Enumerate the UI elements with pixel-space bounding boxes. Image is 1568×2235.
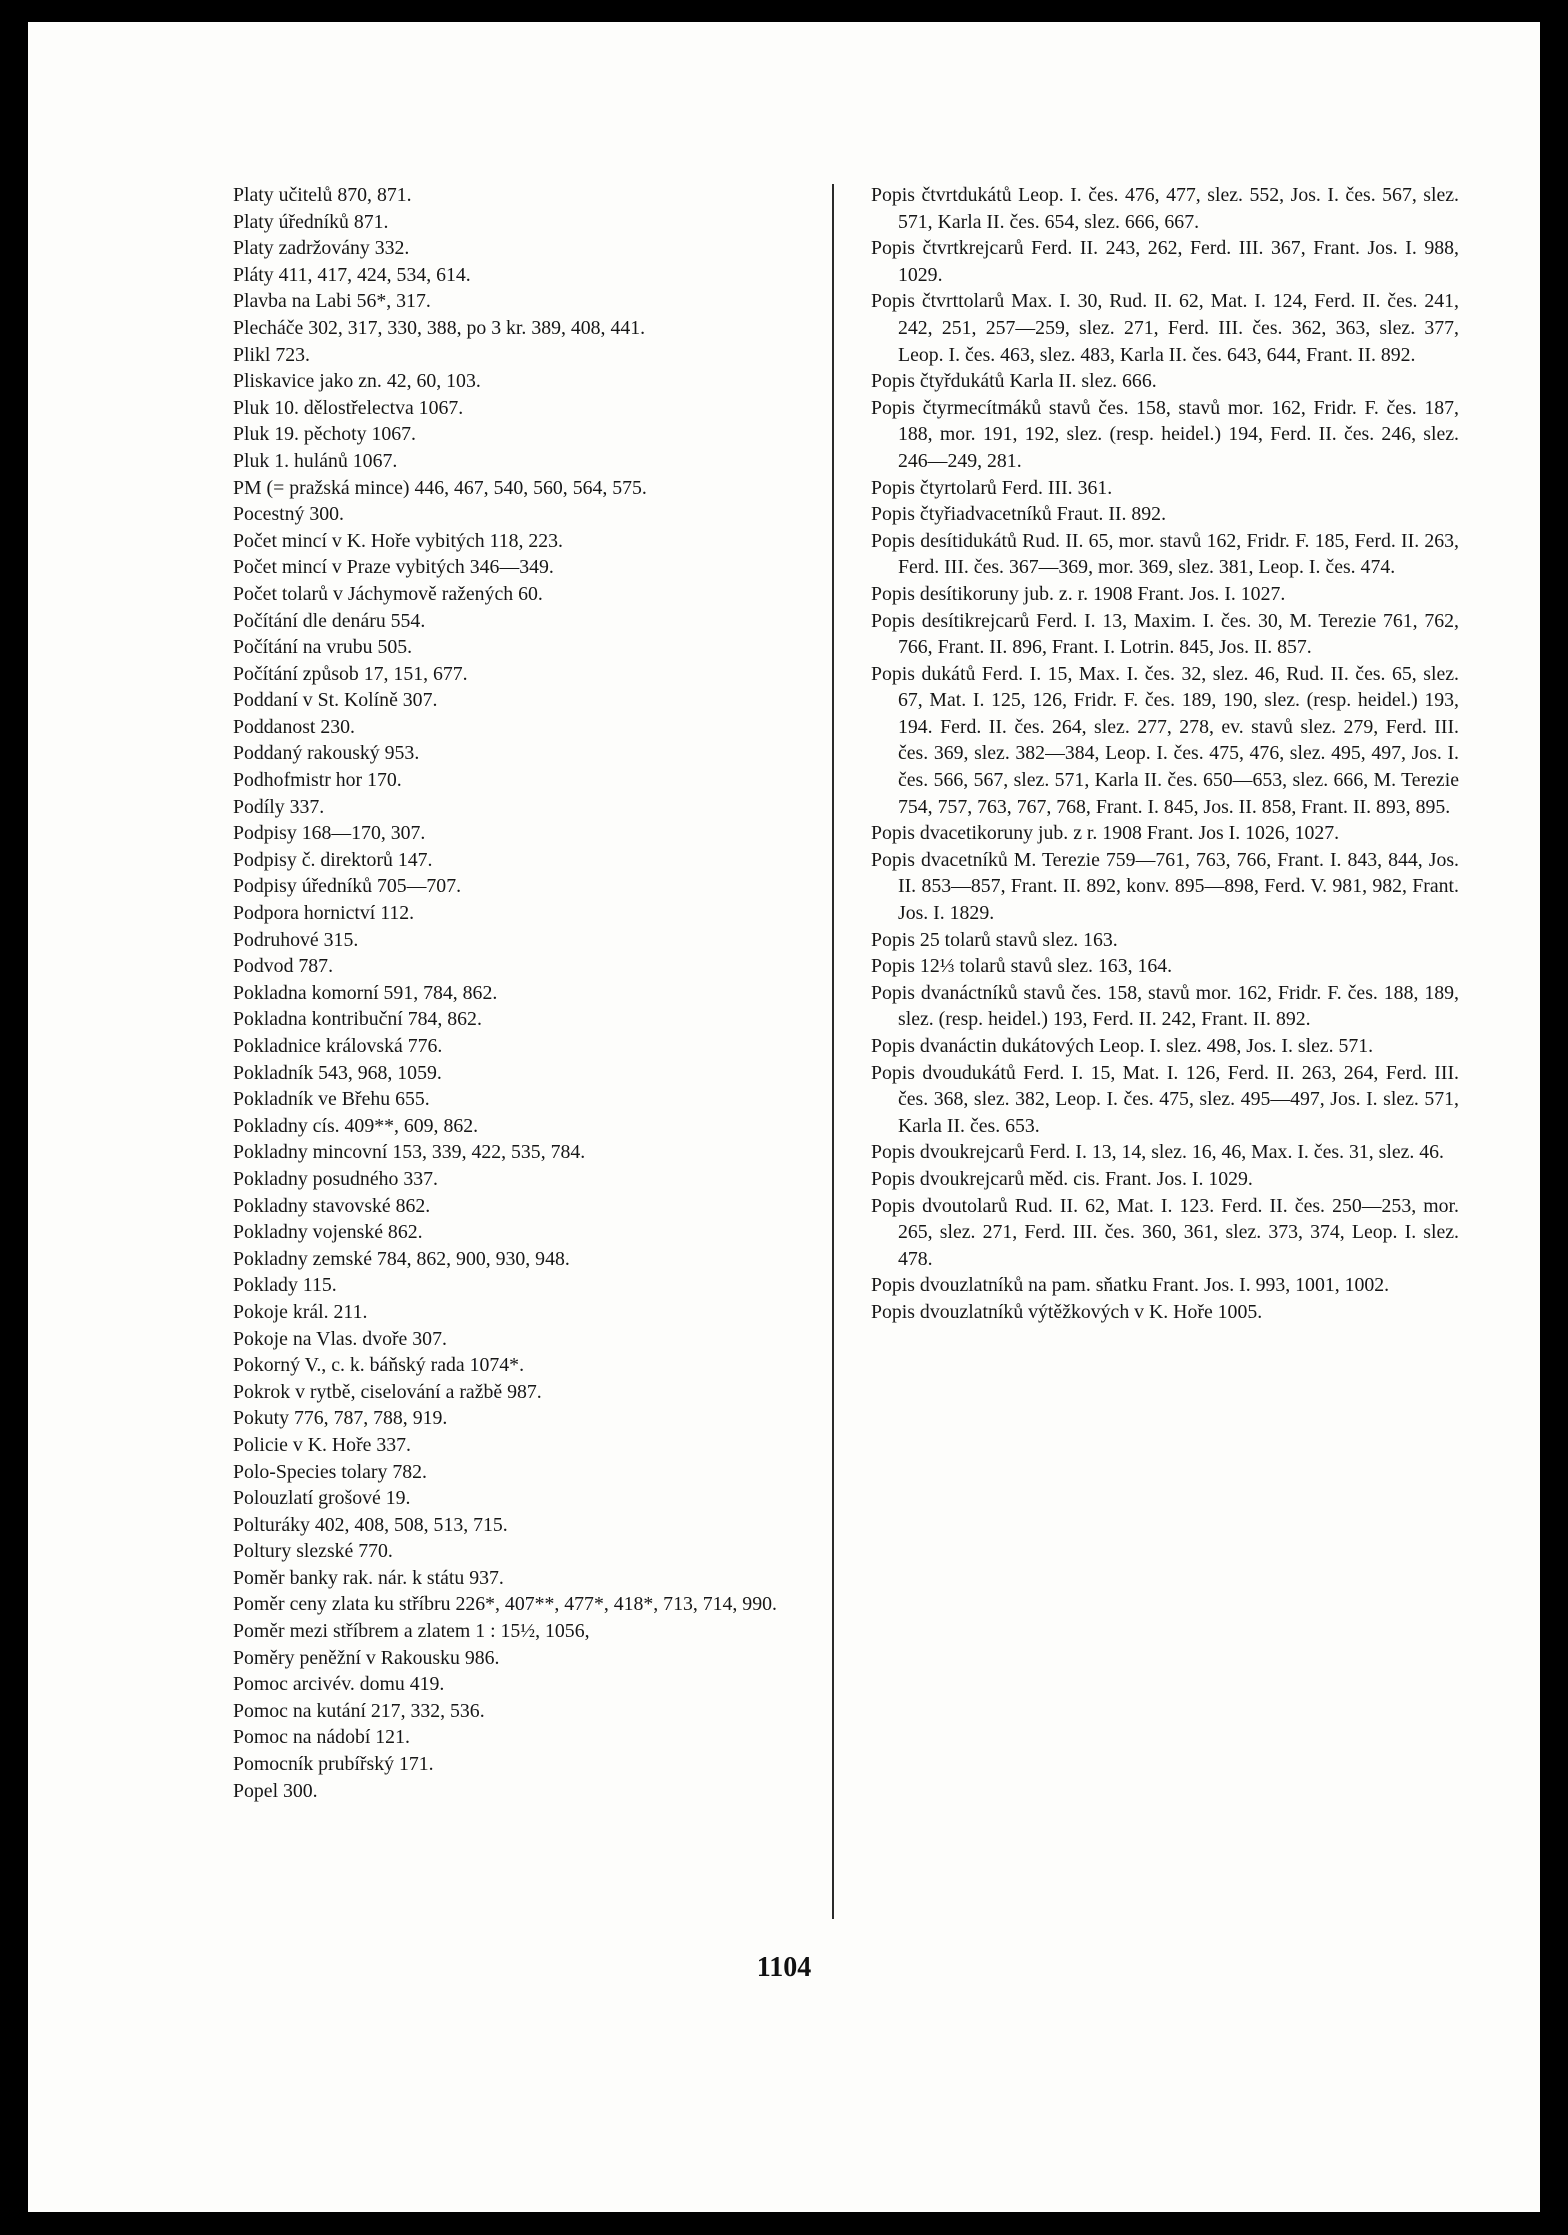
index-entry: Popis dvoutolarů Rud. II. 62, Mat. I. 123. Ferd. II. čes. 250—253, mor. 265, slez. 271, Ferd. III. čes. 360, 361, slez. 373, 374, Leop. I. slez. 478. <box>871 1194 1459 1270</box>
book-page <box>28 22 1540 2212</box>
index-entry: Poměr banky rak. nár. k státu 937. <box>233 1566 504 1589</box>
index-entry: Popis čtyrmecítmáků stavů čes. 158, stavů mor. 162, Fridr. F. čes. 187, 188, mor. 191, 192, slez. (resp. heidel.) 194, Ferd. II. čes. 246, slez. 246—249, 281. <box>871 396 1459 472</box>
index-entry: Poddaní v St. Kolíně 307. <box>233 689 438 712</box>
index-entry: Popis čtyřiadvacetníků Fraut. II. 892. <box>871 503 1167 526</box>
index-column-right <box>871 182 1459 1326</box>
index-entry: Poddanost 230. <box>233 715 355 738</box>
index-entry: Pokoje na Vlas. dvoře 307. <box>233 1327 447 1350</box>
index-entry: Poměr mezi stříbrem a zlatem 1 : 15½, 1056, <box>233 1620 590 1643</box>
index-entry: Pokladny posudného 337. <box>233 1167 438 1190</box>
index-entry: Pomoc na nádobí 121. <box>233 1726 410 1749</box>
index-entry: Pliskavice jako zn. 42, 60, 103. <box>233 370 481 393</box>
index-entry: Podruhové 315. <box>233 928 359 951</box>
index-entry: Počítání dle denáru 554. <box>233 609 426 632</box>
index-entry: Popis desítidukátů Rud. II. 65, mor. stavů 162, Fridr. F. 185, Ferd. II. 263, Ferd. III. čes. 367—369, mor. 369, slez. 381, Leop. I. čes. 474. <box>871 529 1459 579</box>
index-entry: Polouzlatí grošové 19. <box>233 1487 411 1510</box>
index-entry: Pokladny vojenské 862. <box>233 1221 423 1244</box>
index-entry: Platy zadržovány 332. <box>233 237 410 260</box>
index-entry: Platy učitelů 870, 871. <box>233 184 412 206</box>
index-entry: Podhofmistr hor 170. <box>233 769 402 792</box>
index-entry: Popis dvanáctníků stavů čes. 158, stavů mor. 162, Fridr. F. čes. 188, 189, slez. (resp. heidel.) 193, Ferd. II. 242, Frant. II. 892. <box>871 981 1459 1031</box>
index-entry: Popis 12⅓ tolarů stavů slez. 163, 164. <box>871 955 1173 978</box>
index-entry: Pokladny stavovské 862. <box>233 1194 431 1217</box>
index-entry: Pokladník ve Břehu 655. <box>233 1088 430 1111</box>
index-entry: Poměr ceny zlata ku stříbru 226*, 407**, 477*, 418*, 713, 714, 990. <box>233 1593 777 1616</box>
index-entry: Pluk 19. pěchoty 1067. <box>233 423 416 446</box>
index-entry: Plavba na Labi 56*, 317. <box>233 290 431 313</box>
index-entry: Popis čtvrttolarů Max. I. 30, Rud. II. 62, Mat. I. 124, Ferd. II. čes. 241, 242, 251, 257—259, slez. 271, Ferd. III. čes. 362, 363, slez. 377, Leop. I. čes. 463, slez. 483, Karla II. čes. 643, 644, Frant. II. 892. <box>871 290 1459 366</box>
index-entry: Pomoc arcivév. domu 419. <box>233 1673 445 1696</box>
index-entry: Popis dvoudukátů Ferd. I. 15, Mat. I. 126, Ferd. II. 263, 264, Ferd. III. čes. 368, slez. 382, Leop. I. čes. 475, slez. 495—497, Jos. I. slez. 571, Karla II. čes. 653. <box>871 1061 1459 1137</box>
index-entry: Popis dvouzlatníků výtěžkových v K. Hoře 1005. <box>871 1300 1263 1323</box>
index-entry: Podpisy 168—170, 307. <box>233 822 426 845</box>
index-entry: Popis desítikrejcarů Ferd. I. 13, Maxim. I. čes. 30, M. Terezie 761, 762, 766, Frant. II. 896, Frant. I. Lotrin. 845, Jos. II. 857. <box>871 609 1459 659</box>
index-entry: Popis čtyřdukátů Karla II. slez. 666. <box>871 370 1157 393</box>
index-entry: Pláty 411, 417, 424, 534, 614. <box>233 263 471 286</box>
index-entry: Popis dvoukrejcarů měd. cis. Frant. Jos. I. 1029. <box>871 1167 1253 1190</box>
index-entry: Popis čtvrtkrejcarů Ferd. II. 243, 262, Ferd. III. 367, Frant. Jos. I. 988, 1029. <box>871 237 1459 286</box>
index-entry: Pokladnice královská 776. <box>233 1035 443 1057</box>
index-entry: Popis čtyrtolarů Ferd. III. 361. <box>871 476 1113 499</box>
index-entry: Popis dvanáctin dukátových Leop. I. slez. 498, Jos. I. slez. 571. <box>871 1035 1374 1057</box>
index-entry: Pokladna komorní 591, 784, 862. <box>233 981 498 1004</box>
index-entry: Popis desítikoruny jub. z. r. 1908 Frant. Jos. I. 1027. <box>871 582 1286 605</box>
index-entry: Pokladny zemské 784, 862, 900, 930, 948. <box>233 1247 570 1270</box>
index-entry: Podpisy č. direktorů 147. <box>233 848 433 871</box>
index-entry: Platy úředníků 871. <box>233 210 389 233</box>
index-entry: Popis dvacetikoruny jub. z r. 1908 Frant. Jos I. 1026, 1027. <box>871 822 1340 845</box>
index-entry: Počet mincí v K. Hoře vybitých 118, 223. <box>233 529 564 552</box>
index-entry: Pluk 10. dělostřelectva 1067. <box>233 396 464 419</box>
index-entry: Pokrok v rytbě, ciselování a ražbě 987. <box>233 1380 542 1403</box>
page-number: 1104 <box>756 1952 812 1983</box>
index-entry: Polturáky 402, 408, 508, 513, 715. <box>233 1513 508 1536</box>
index-entry: Popis dukátů Ferd. I. 15, Max. I. čes. 32, slez. 46, Rud. II. čes. 65, slez. 67, Mat. I. 125, 126, Fridr. F. čes. 189, 190, slez. (resp. heidel.) 193, 194. Ferd. II. čes. 264, slez. 277, 278, ev. stavů slez. 279, Ferd. III. čes. 369, slez. 382—384, Leop. I. čes. 475, 476, slez. 495, 497, Jos. I. čes. 566, 567, slez. 571, Karla II. čes. 650—653, slez. 666, M. Terezie 754, 757, 763, 767, 768, Frant. I. 845, Jos. II. 858, Frant. II. 893, 895. <box>871 662 1459 818</box>
index-entry: Podpisy úředníků 705—707. <box>233 875 462 898</box>
column-divider <box>832 184 834 1919</box>
index-entry: Počet tolarů v Jáchymově ražených 60. <box>233 582 543 605</box>
index-entry: Pokuty 776, 787, 788, 919. <box>233 1407 448 1430</box>
index-entry: Plikl 723. <box>233 343 310 366</box>
index-entry: Popis dvouzlatníků na pam. sňatku Frant. Jos. I. 993, 1001, 1002. <box>871 1274 1390 1297</box>
index-entry: Policie v K. Hoře 337. <box>233 1433 412 1456</box>
index-entry: Počet mincí v Praze vybitých 346—349. <box>233 556 554 579</box>
index-entry: PM (= pražská mince) 446, 467, 540, 560, 564, 575. <box>233 476 647 499</box>
index-entry: Pocestný 300. <box>233 503 344 526</box>
index-entry: Pokladny cís. 409**, 609, 862. <box>233 1114 479 1137</box>
index-entry: Poltury slezské 770. <box>233 1540 393 1563</box>
index-entry: Pokladny mincovní 153, 339, 422, 535, 784. <box>233 1141 586 1164</box>
index-entry: Podíly 337. <box>233 795 325 818</box>
index-entry: Popis dvacetníků M. Terezie 759—761, 763, 766, Frant. I. 843, 844, Jos. II. 853—857, Frant. II. 892, konv. 895—898, Ferd. V. 981, 982, Frant. Jos. I. 1829. <box>871 848 1459 925</box>
index-entry: Plecháče 302, 317, 330, 388, po 3 kr. 389, 408, 441. <box>233 316 646 339</box>
index-entry: Pomocník prubířský 171. <box>233 1753 434 1776</box>
index-entry: Pokladna kontribuční 784, 862. <box>233 1008 482 1031</box>
index-entry: Poměry peněžní v Rakousku 986. <box>233 1646 500 1669</box>
index-entry: Počítání na vrubu 505. <box>233 636 413 659</box>
index-entry: Poklady 115. <box>233 1274 337 1297</box>
index-entry: Počítání způsob 17, 151, 677. <box>233 662 468 685</box>
index-entry: Popis dvoukrejcarů Ferd. I. 13, 14, slez. 16, 46, Max. I. čes. 31, slez. 46. <box>871 1141 1444 1164</box>
index-entry: Pokladník 543, 968, 1059. <box>233 1061 442 1084</box>
index-entry: Popis 25 tolarů stavů slez. 163. <box>871 928 1118 951</box>
index-entry: Pomoc na kutání 217, 332, 536. <box>233 1699 485 1722</box>
index-entry: Poddaný rakouský 953. <box>233 742 420 765</box>
index-entry: Popel 300. <box>233 1779 318 1802</box>
index-entry: Podpora hornictví 112. <box>233 902 415 925</box>
index-entry: Popis čtvrtdukátů Leop. I. čes. 476, 477, slez. 552, Jos. I. čes. 567, slez. 571, Karla II. čes. 654, slez. 666, 667. <box>871 184 1459 233</box>
index-entry: Pluk 1. hulánů 1067. <box>233 449 398 472</box>
index-entry: Pokoje král. 211. <box>233 1300 368 1323</box>
index-entry: Polo-Species tolary 782. <box>233 1460 427 1483</box>
index-entry: Podvod 787. <box>233 955 334 978</box>
index-column-left <box>233 182 833 1804</box>
index-entry: Pokorný V., c. k. báňský rada 1074*. <box>233 1354 525 1377</box>
